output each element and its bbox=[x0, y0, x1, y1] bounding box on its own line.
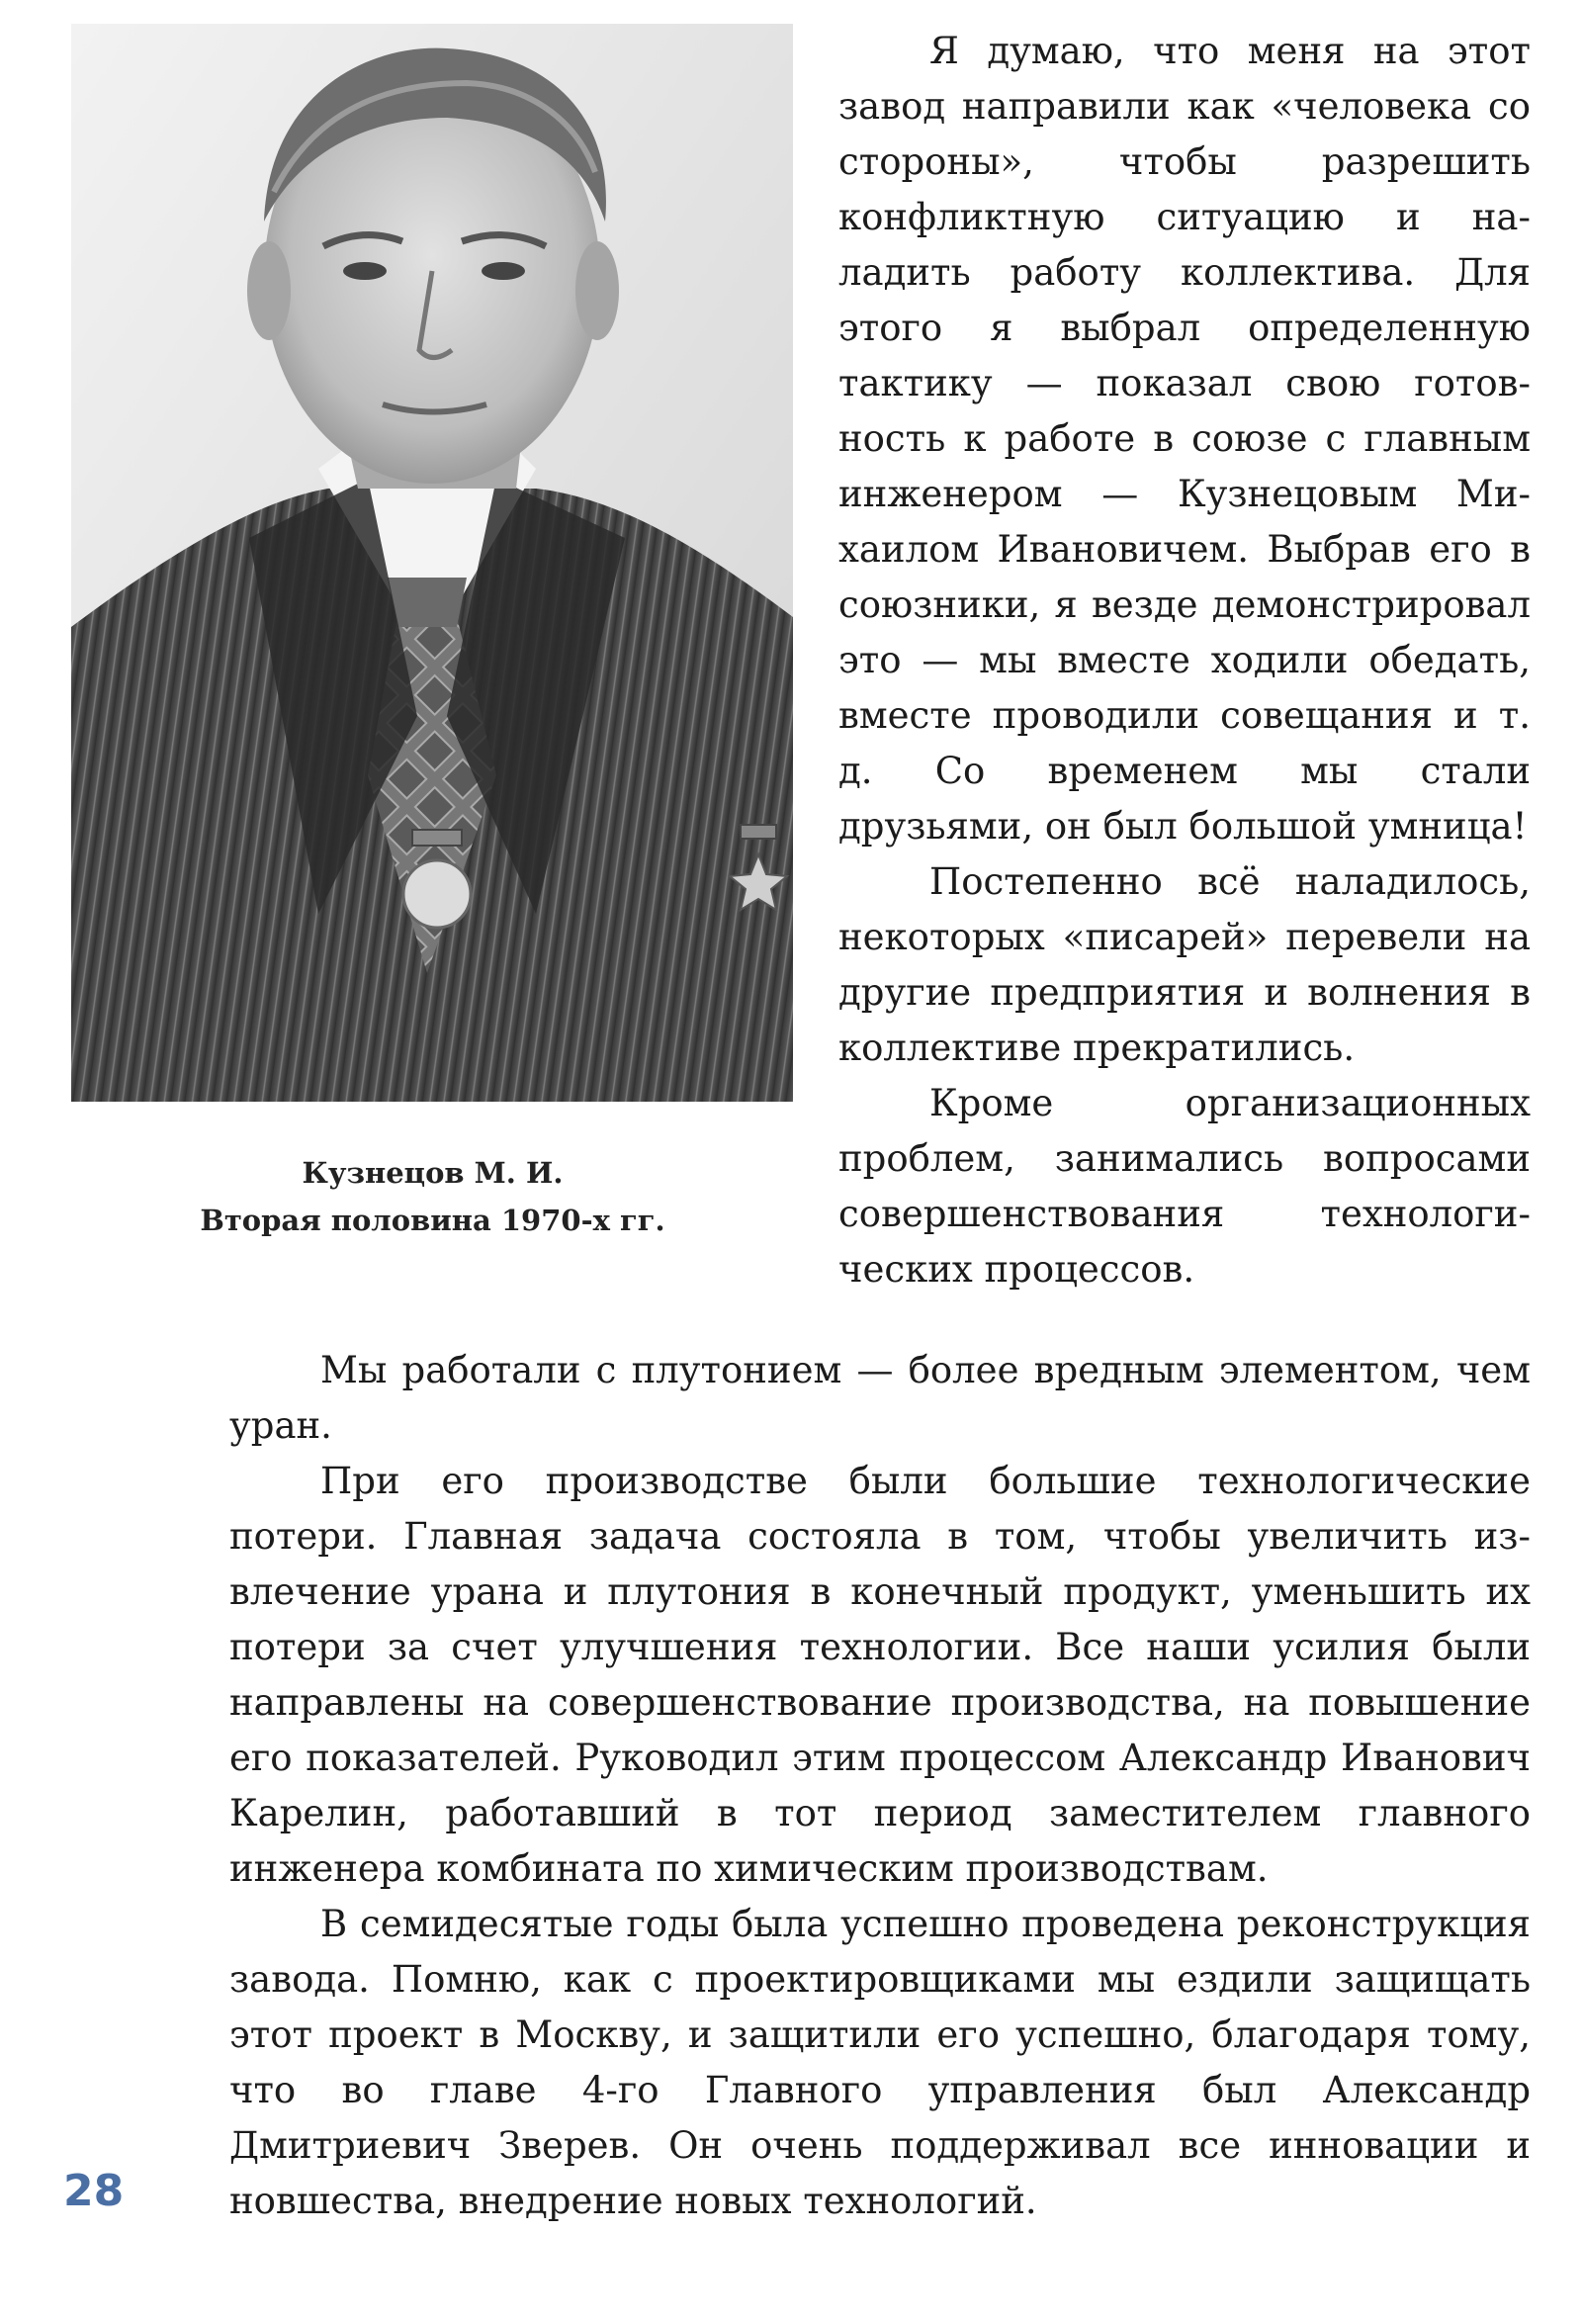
paragraph: В семидесятые годы была успешно проведена реконструкция завода. Помню, как с проектировщиками мы ездили защищать этот проект в Москву, и защитили его успешно, благодаря тому, что во главе 4-го Главного управления был Александр Дмитриевич Зверев. Он очень поддерживал все инновации и новшества, внедрение новых технологий. bbox=[229, 1903, 1531, 2222]
page-number: 28 bbox=[63, 2166, 125, 2216]
right-column-text bbox=[838, 24, 1531, 1297]
paragraph: Кроме организационных проблем, занимались вопросами совершенствования технологических процессов. bbox=[838, 1082, 1531, 1291]
portrait-illustration bbox=[71, 24, 793, 1102]
paragraph: Я думаю, что меня на этот завод направили как «человека со стороны», чтобы разрешить конфликтную ситуацию и наладить работу коллектива. Для этого я выбрал определенную тактику — показал свою готовность к работе в союзе с главным инженером — Кузнецовым Михаилом Ивановичем. Выбрав его в союзники, я везде демонстрировал это — мы вместе ходили обедать, вместе проводили совещания и т. д. Со временем мы стали друзьями, он был большой умница! bbox=[838, 30, 1531, 848]
paragraph: Постепенно всё наладилось, некоторых «писарей» перевели на другие предприятия и волнения в коллективе прекратились. bbox=[838, 860, 1531, 1069]
paragraph: Мы работали с плутонием — более вредным элементом, чем уран. bbox=[229, 1349, 1531, 1447]
portrait-photo bbox=[71, 24, 793, 1102]
full-width-text bbox=[229, 1343, 1531, 2229]
caption-date: Вторая половина 1970-х гг. bbox=[200, 1204, 665, 1237]
photo-caption bbox=[99, 1149, 766, 1244]
paragraph: При его производстве были большие технологические потери. Главная задача состояла в том, чтобы увеличить извлечение урана и плутония в конечный продукт, уменьшить их потери за счет улучшения технологии. Все наши усилия были направлены на совершенствование производства, на повышение его показателей. Руководил этим процессом Александр Иванович Карелин, работавший в тот период заместителем главного инженера комбината по химическим производствам. bbox=[229, 1460, 1531, 1890]
caption-name: Кузнецов М. И. bbox=[302, 1156, 564, 1190]
